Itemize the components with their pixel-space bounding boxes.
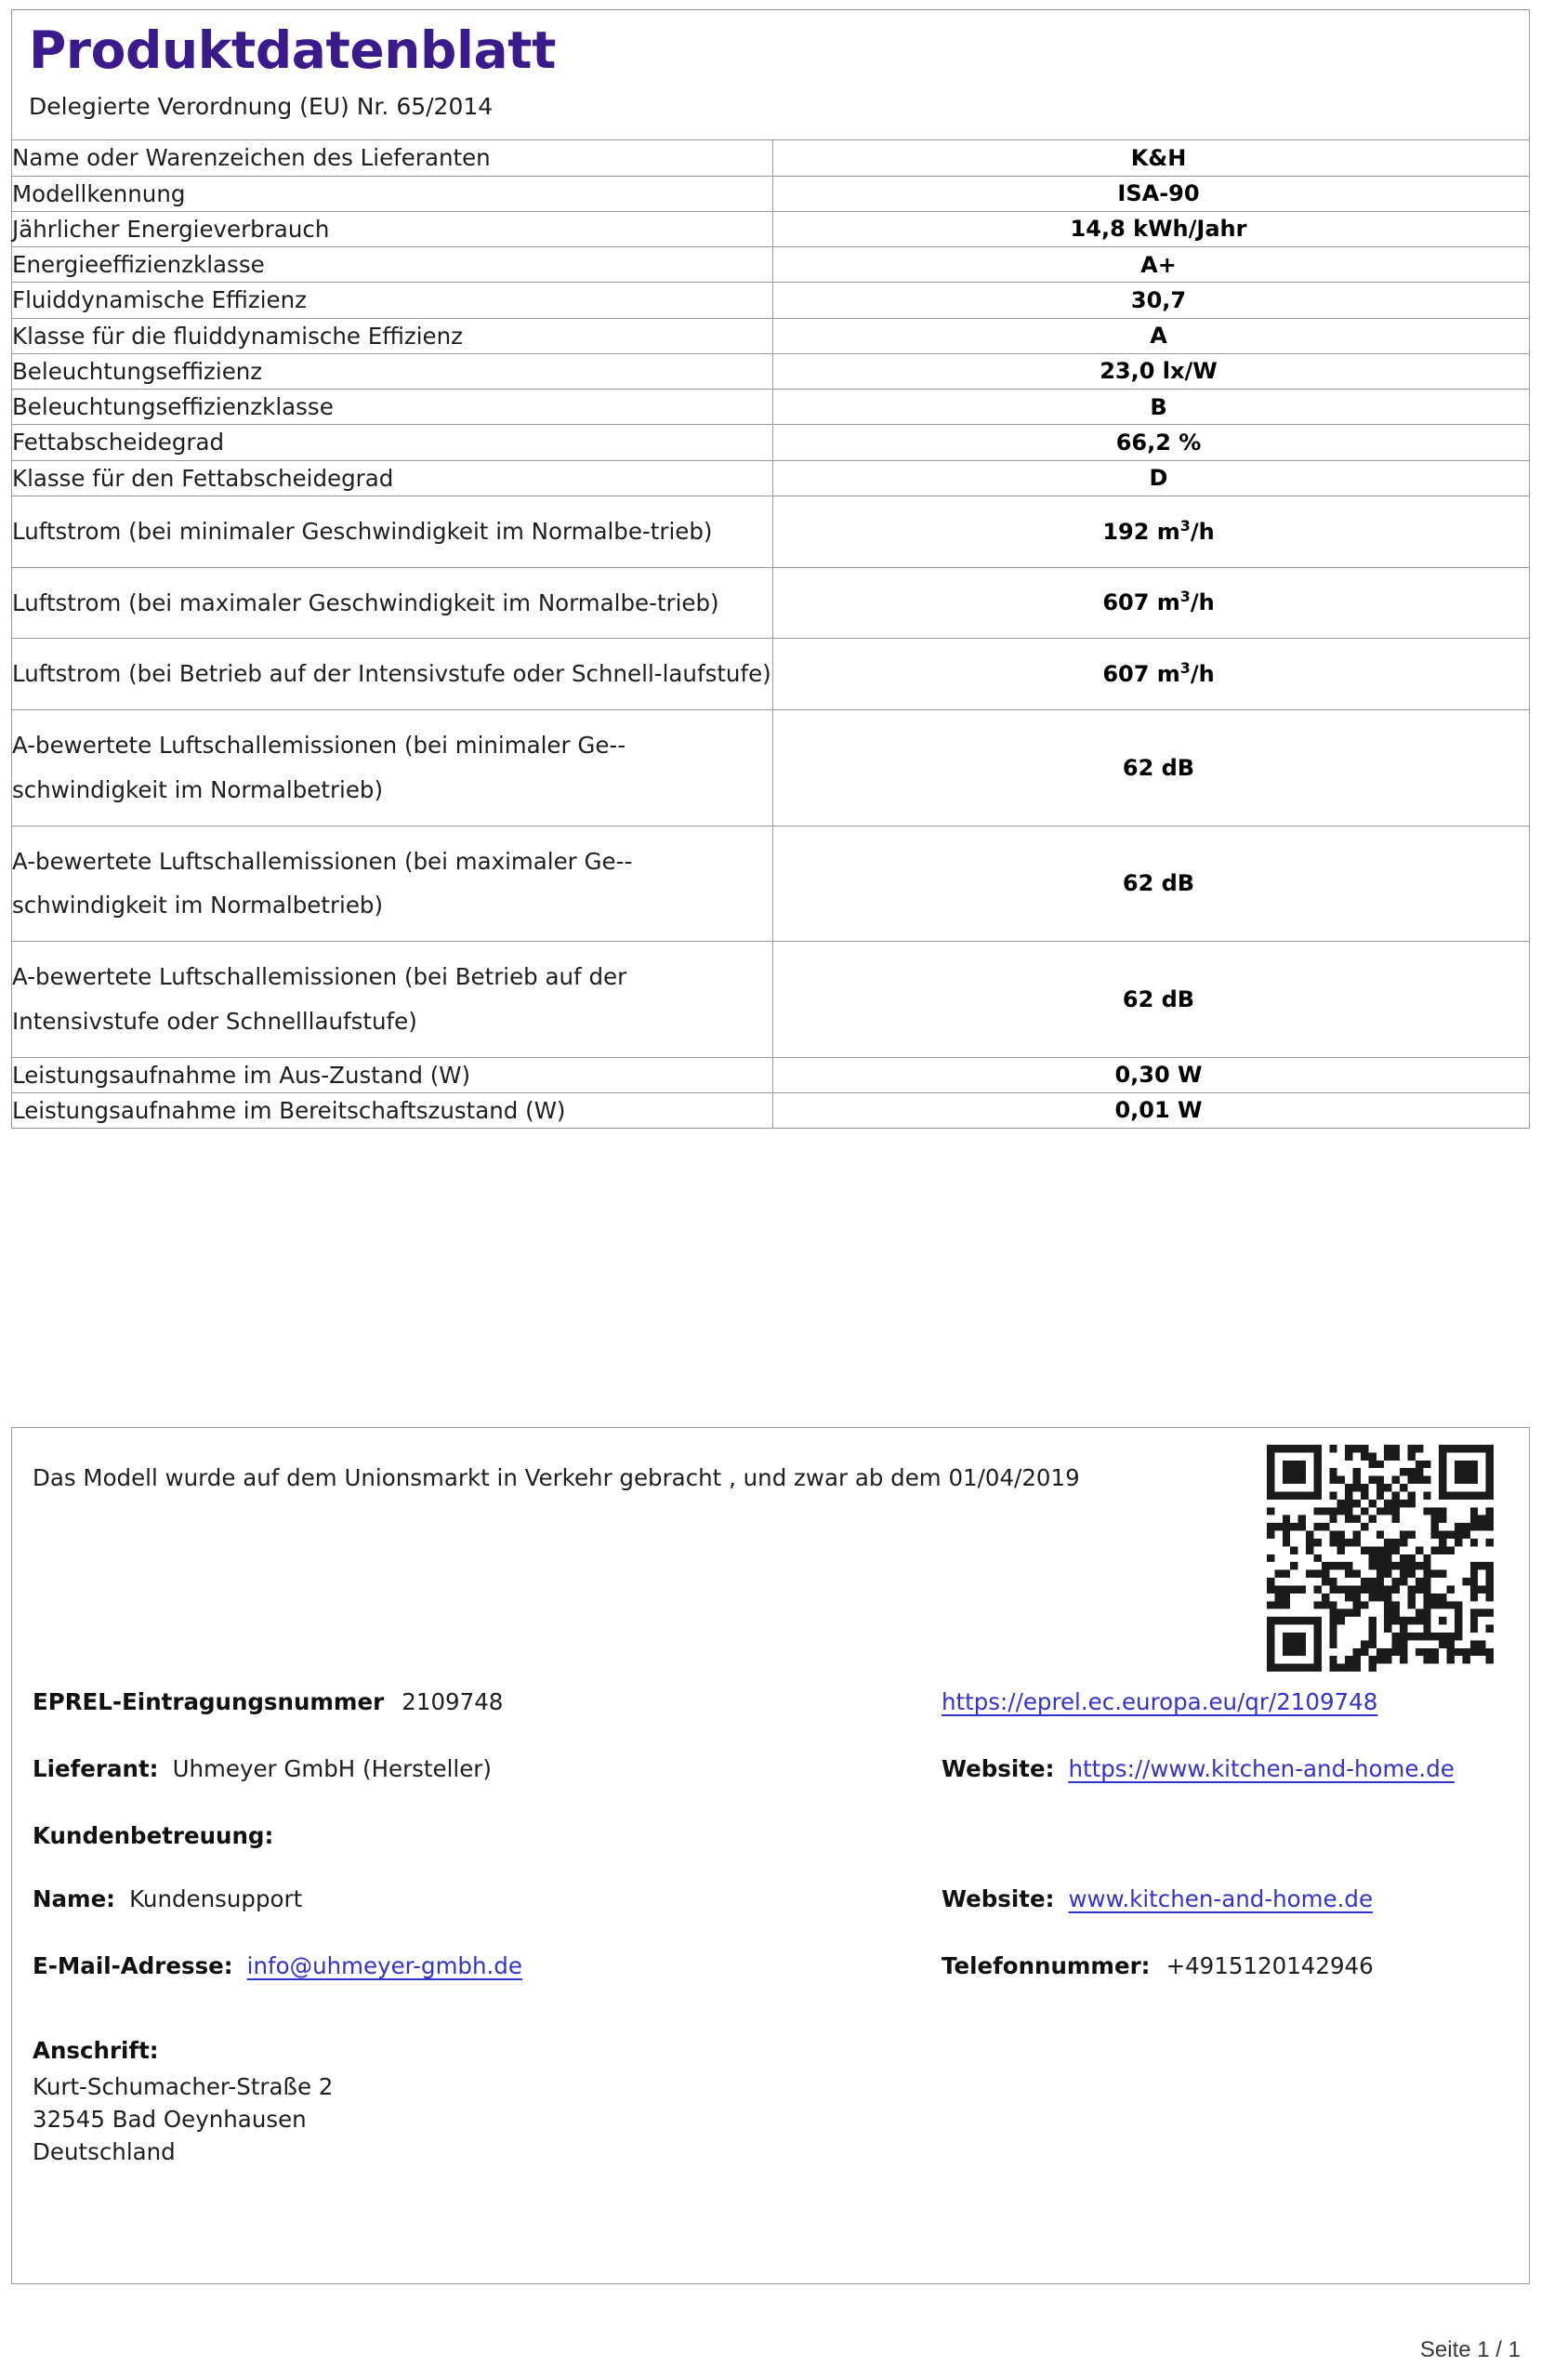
supplier-info-block xyxy=(11,1427,1530,2284)
customer-website-link[interactable]: www.kitchen-and-home.de xyxy=(1068,1885,1374,1912)
spec-label: Jährlicher Energieverbrauch xyxy=(12,211,772,246)
spec-value-text: 62 dB xyxy=(1122,754,1195,781)
table-row xyxy=(12,390,1529,425)
spec-label: Luftstrom (bei minimaler Geschwindigkeit im Normalbe-trieb) xyxy=(12,496,772,567)
supplier-website-link[interactable]: https://www.kitchen-and-home.de xyxy=(1068,1755,1455,1782)
spec-value xyxy=(772,247,1529,283)
page-number-footer: Seite 1 / 1 xyxy=(1419,2337,1521,2362)
supplier-website-label: Website: xyxy=(942,1755,1055,1782)
qr-code-icon xyxy=(1267,1445,1494,1672)
table-row xyxy=(12,460,1529,496)
spec-value xyxy=(772,353,1529,389)
address-line-3: Deutschland xyxy=(33,2137,176,2165)
spec-value xyxy=(772,496,1529,567)
table-row xyxy=(12,211,1529,246)
table-row xyxy=(12,1057,1529,1092)
table-row xyxy=(12,639,1529,710)
eprel-value: 2109748 xyxy=(402,1688,504,1715)
customer-name-row xyxy=(33,1885,1508,1952)
spec-value xyxy=(772,1092,1529,1128)
table-row xyxy=(12,140,1529,176)
spec-value-text: B xyxy=(1150,393,1167,420)
spec-value-text: ISA-90 xyxy=(1117,180,1200,207)
address-line-2: 32545 Bad Oeynhausen xyxy=(33,2105,307,2133)
spec-value-text: D xyxy=(1149,465,1168,492)
supplier-row xyxy=(33,1755,1508,1822)
spec-value-text: A xyxy=(1150,323,1167,350)
spec-label: Luftstrom (bei maximaler Geschwindigkeit im Normalbe-trieb) xyxy=(12,567,772,639)
customer-name-wrap xyxy=(33,1885,302,1912)
spec-value xyxy=(772,826,1529,942)
customer-name-value: Kundensupport xyxy=(129,1885,303,1912)
table-row xyxy=(12,353,1529,389)
page-title: Produktdatenblatt xyxy=(29,20,556,80)
table-row xyxy=(12,1092,1529,1128)
spec-value-text: 607 $m^3/h$ xyxy=(1102,659,1215,688)
spec-value xyxy=(772,176,1529,211)
table-row xyxy=(12,425,1529,460)
spec-value xyxy=(772,390,1529,425)
spec-value-text: 0,30 W xyxy=(1114,1062,1203,1089)
customer-email-label: E-Mail-Adresse: xyxy=(33,1952,233,1979)
customer-phone-value: +4915120142946 xyxy=(1166,1952,1374,1979)
spec-label: Luftstrom (bei Betrieb auf der Intensivstufe oder Schnell-laufstufe) xyxy=(12,639,772,710)
eprel-registration xyxy=(33,1688,503,1715)
eprel-qr-link[interactable]: https://eprel.ec.europa.eu/qr/2109748 xyxy=(942,1688,1378,1715)
customer-phone-label: Telefonnummer: xyxy=(942,1952,1151,1979)
eprel-row xyxy=(33,1688,1508,1755)
contact-details xyxy=(12,1688,1529,2019)
spec-value xyxy=(772,1057,1529,1092)
customer-contact-row xyxy=(33,1952,1508,2019)
customer-name-label: Name: xyxy=(33,1885,115,1912)
supplier-name: Uhmeyer GmbH (Hersteller) xyxy=(172,1755,492,1782)
spec-label: Leistungsaufnahme im Bereitschaftszustand (W) xyxy=(12,1092,772,1128)
spec-label: A-bewertete Luftschallemissionen (bei minimaler Ge-schwindigkeit im Normalbetrieb) xyxy=(12,710,772,826)
supplier-label: Lieferant: xyxy=(33,1755,159,1782)
spec-label: Fluiddynamische Effizienz xyxy=(12,283,772,318)
spec-value-text: 0,01 W xyxy=(1114,1097,1203,1124)
spec-value-text: 66,2 % xyxy=(1115,429,1202,456)
customer-website-label: Website: xyxy=(942,1885,1055,1912)
spec-label: Modellkennung xyxy=(12,176,772,211)
spec-value xyxy=(772,710,1529,826)
table-row xyxy=(12,826,1529,942)
datasheet-main-block xyxy=(11,9,1530,1129)
table-row xyxy=(12,318,1529,353)
spec-value-text: 607 $m^3/h$ xyxy=(1102,588,1215,616)
address-heading: Anschrift: xyxy=(33,2037,159,2064)
spec-label: Klasse für die fluiddynamische Effizienz xyxy=(12,318,772,353)
eprel-label: EPREL-Eintragungsnummer xyxy=(33,1688,385,1715)
spec-value xyxy=(772,460,1529,496)
table-row xyxy=(12,247,1529,283)
specification-table xyxy=(12,140,1529,1128)
address-line-1: Kurt-Schumacher-Straße 2 xyxy=(33,2073,334,2100)
regulation-subtitle: Delegierte Verordnung (EU) Nr. 65/2014 xyxy=(29,93,494,121)
table-row xyxy=(12,176,1529,211)
spec-label: Beleuchtungseffizienzklasse xyxy=(12,390,772,425)
eprel-link-wrap xyxy=(942,1688,1377,1715)
customer-care-heading-row xyxy=(33,1822,1508,1885)
spec-label: A-bewertete Luftschallemissionen (bei Betrieb auf der Intensivstufe oder Schnelllaufstufe) xyxy=(12,942,772,1058)
spec-label: Fettabscheidegrad xyxy=(12,425,772,460)
spec-value-text: 14,8 kWh/Jahr xyxy=(1070,216,1247,243)
supplier-info xyxy=(33,1755,492,1782)
market-placement-statement: Das Modell wurde auf dem Unionsmarkt in Verkehr gebracht , und zwar ab dem 01/04/2019 xyxy=(33,1464,1080,1491)
spec-value-text: 192 $m^3/h$ xyxy=(1102,516,1215,545)
spec-value xyxy=(772,318,1529,353)
spec-value-text: A+ xyxy=(1140,251,1177,278)
spec-value-text: K&H xyxy=(1130,145,1187,171)
supplier-website-wrap xyxy=(942,1755,1455,1782)
customer-email-link[interactable]: info@uhmeyer-gmbh.de xyxy=(246,1952,522,1979)
document-header xyxy=(12,10,1529,140)
table-row xyxy=(12,942,1529,1058)
table-row xyxy=(12,710,1529,826)
spec-label: Leistungsaufnahme im Aus-Zustand (W) xyxy=(12,1057,772,1092)
spec-value-text: 62 dB xyxy=(1122,870,1195,897)
table-row xyxy=(12,567,1529,639)
spec-value xyxy=(772,639,1529,710)
supplier-address xyxy=(33,2037,333,2168)
spec-label: A-bewertete Luftschallemissionen (bei maximaler Ge-schwindigkeit im Normalbetrieb) xyxy=(12,826,772,942)
spec-label: Energieeffizienzklasse xyxy=(12,247,772,283)
spec-value-text: 30,7 xyxy=(1130,286,1187,313)
customer-website-wrap xyxy=(942,1885,1373,1912)
spec-value xyxy=(772,140,1529,176)
spec-label: Klasse für den Fettabscheidegrad xyxy=(12,460,772,496)
spec-value xyxy=(772,942,1529,1058)
spec-value xyxy=(772,425,1529,460)
customer-care-heading: Kundenbetreuung: xyxy=(33,1822,274,1849)
spec-value xyxy=(772,567,1529,639)
customer-email-wrap xyxy=(33,1952,522,1979)
table-row xyxy=(12,283,1529,318)
spec-value xyxy=(772,283,1529,318)
spec-label: Name oder Warenzeichen des Lieferanten xyxy=(12,140,772,176)
spec-value xyxy=(772,211,1529,246)
table-row xyxy=(12,496,1529,567)
spec-value-text: 62 dB xyxy=(1122,985,1195,1012)
spec-value-text: 23,0 lx/W xyxy=(1100,358,1218,385)
customer-phone-wrap xyxy=(942,1952,1374,1979)
spec-label: Beleuchtungseffizienz xyxy=(12,353,772,389)
